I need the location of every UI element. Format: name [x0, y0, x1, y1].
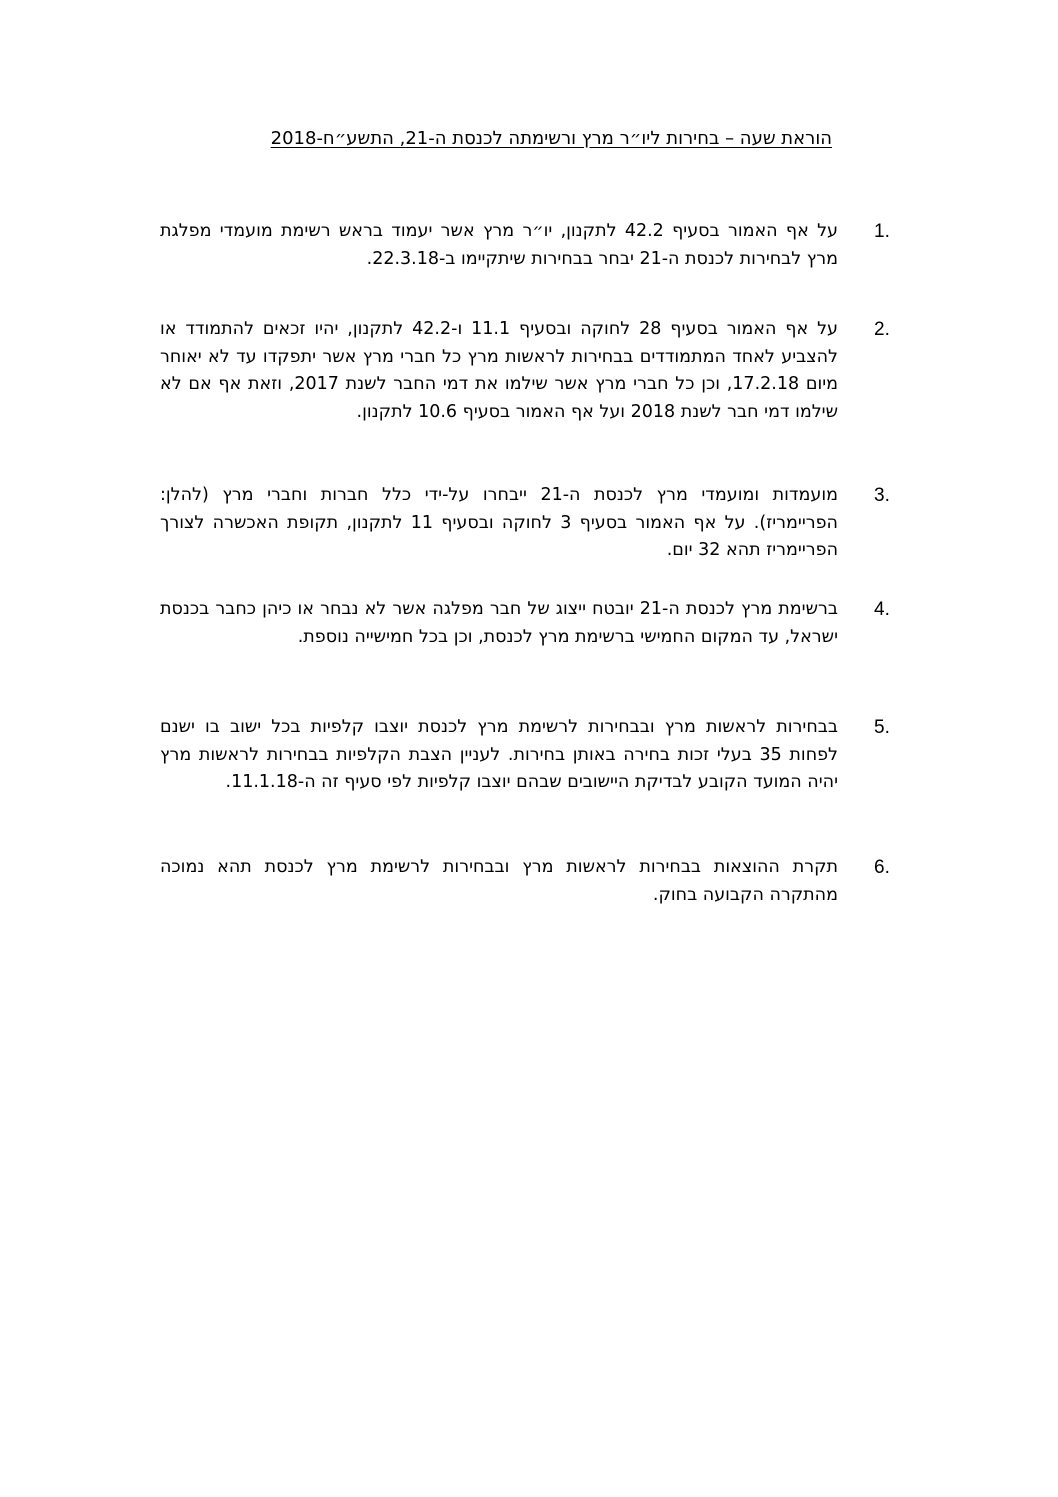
- item-number: 1.: [874, 221, 890, 242]
- item-text: על אף האמור בסעיף 42.2 לתקנון, יו״ר מרץ אשר יעמוד בראש רשימת מועמדי מפלגת מרץ לבחירות לכנסת ה-21 יבחר בבחירות שיתקיימו ב-22.3.18.: [160, 221, 838, 269]
- numbered-list: [160, 218, 904, 910]
- list-item: [160, 596, 904, 714]
- list-item: [160, 218, 904, 316]
- item-text: מועמדות ומועמדי מרץ לכנסת ה-21 ייבחרו על-ידי כלל חברות וחברי מרץ (להלן: הפריימריז). על אף האמור בסעיף 3 לחוקה ובסעיף 11 לתקנון, תקופת האכשרה לצורך הפריימריז תהא 32 יום.: [160, 485, 838, 560]
- item-text: תקרת ההוצאות בבחירות לראשות מרץ ובבחירות לרשימת מרץ לכנסת תהא נמוכה מהתקרה הקבועה בחוק.: [160, 857, 838, 905]
- list-item: [160, 482, 904, 596]
- item-text: על אף האמור בסעיף 28 לחוקה ובסעיף 11.1 ו-42.2 לתקנון, יהיו זכאים להתמודד או להצביע לאחד המתמודדים בבחירות לראשות מרץ כל חברי מרץ אשר יתפקדו עד לא יאוחר מיום 17.2.18, וכן כל חברי מרץ אשר שילמו את דמי החבר לשנת 2017, וזאת אף אם לא שילמו דמי חבר לשנת 2018 ועל אף האמור בסעיף 10.6 לתקנון.: [160, 319, 839, 422]
- item-number: 4.: [874, 599, 890, 620]
- list-item: [160, 316, 904, 482]
- item-number: 6.: [874, 857, 890, 878]
- list-item: [160, 714, 904, 854]
- item-number: 3.: [874, 485, 890, 506]
- item-number: 2.: [874, 319, 890, 340]
- document-title: הוראת שעה – בחירות ליו״ר מרץ ורשימתה לכנסת ה-21, התשע״ח-2018: [270, 128, 832, 149]
- item-number: 5.: [874, 717, 890, 738]
- item-text: ברשימת מרץ לכנסת ה-21 יובטח ייצוג של חבר מפלגה אשר לא נבחר או כיהן כחבר בכנסת ישראל, עד המקום החמישי ברשימת מרץ לכנסת, וכן בכל חמישייה נוספת.: [160, 599, 838, 647]
- item-text: בבחירות לראשות מרץ ובבחירות לרשימת מרץ לכנסת יוצבו קלפיות בכל ישוב בו ישנם לפחות 35 בעלי זכות בחירה באותן בחירות. לעניין הצבת הקלפיות בבחירות לראשות מרץ יהיה המועד הקובע לבדיקת היישובים שבהם יוצבו קלפיות לפי סעיף זה ה-11.1.18.: [160, 717, 838, 792]
- list-item: [160, 854, 904, 910]
